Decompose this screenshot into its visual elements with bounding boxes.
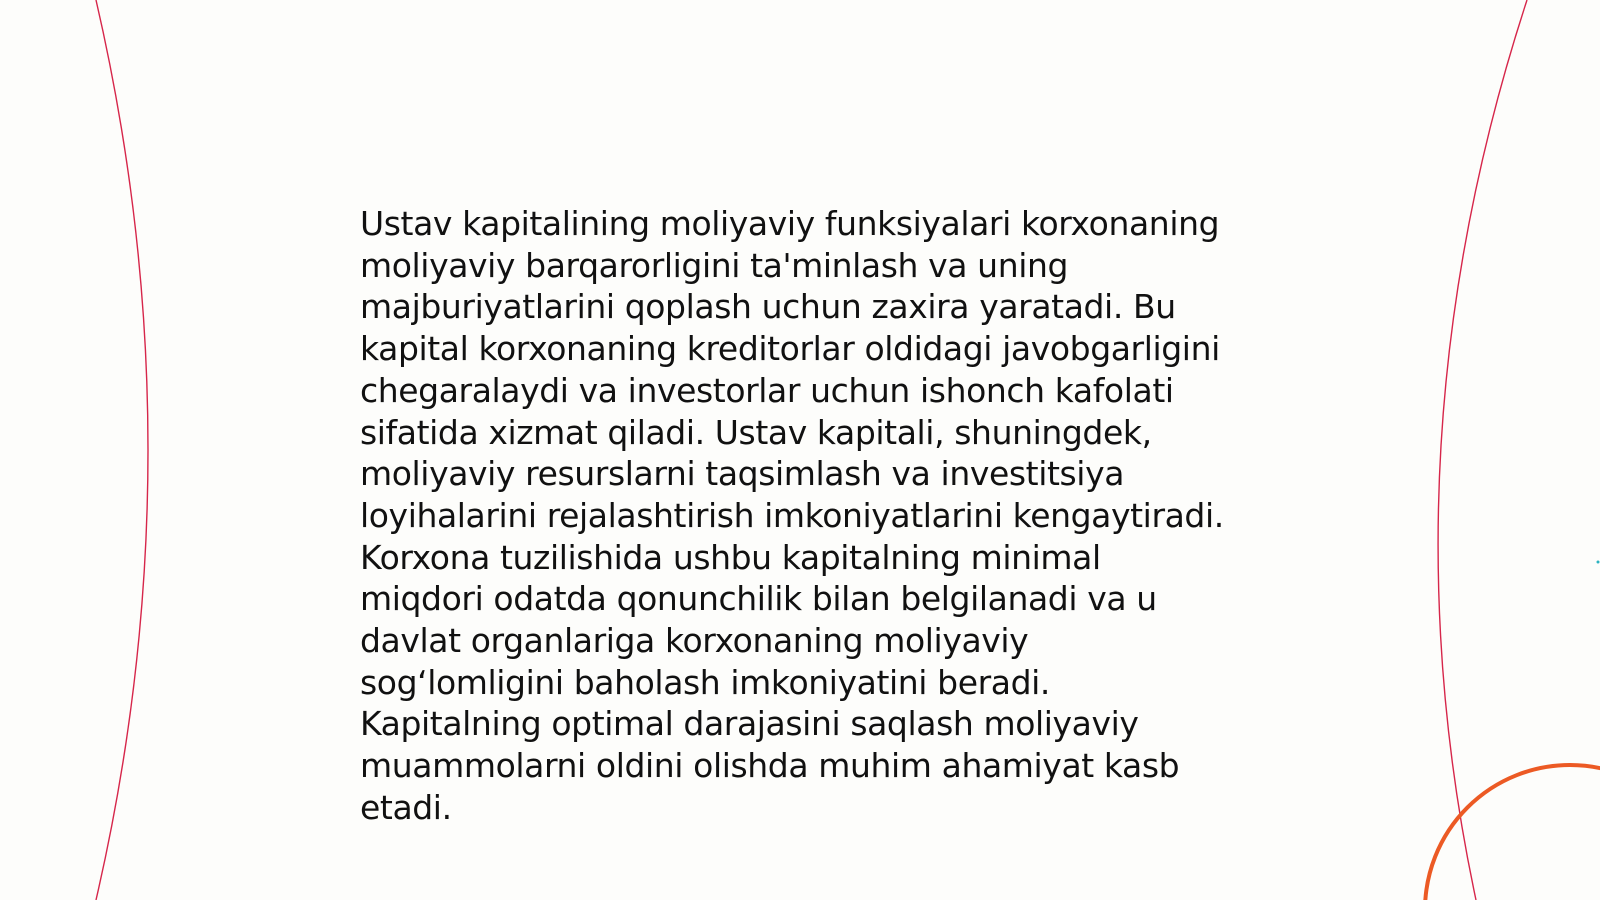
text-line: Korxona tuzilishida ushbu kapitalning minimal	[360, 537, 1101, 577]
text-line: moliyaviy barqarorligini ta'minlash va uning	[360, 245, 1069, 285]
right-curve-line	[1438, 0, 1527, 900]
orange-arc	[1425, 765, 1600, 900]
text-line: loyihalarini rejalashtirish imkoniyatlarini kengaytiradi.	[360, 495, 1224, 535]
text-line: Kapitalning optimal darajasini saqlash moliyaviy	[360, 704, 1139, 744]
text-line: moliyaviy resurslarni taqsimlash va investitsiya	[360, 454, 1125, 494]
text-line: etadi.	[360, 787, 452, 827]
text-line: kapital korxonaning kreditorlar oldidagi javobgarligini	[360, 329, 1220, 369]
text-line: Ustav kapitalining moliyaviy funksiyalari korxonaning	[360, 204, 1220, 243]
teal-dot	[1597, 561, 1600, 564]
text-line: sifatida xizmat qiladi. Ustav kapitali, shuningdek,	[360, 412, 1152, 452]
text-line: majburiyatlarini qoplash uchun zaxira yaratadi. Bu	[360, 287, 1176, 327]
text-line: miqdori odatda qonunchilik bilan belgilanadi va u	[360, 579, 1157, 619]
text-line: muammolarni oldini olishda muhim ahamiyat kasb	[360, 746, 1180, 786]
text-line: chegaralaydi va investorlar uchun ishonch kafolati	[360, 370, 1174, 410]
left-curve-line	[96, 0, 148, 900]
text-line: davlat organlariga korxonaning moliyaviy	[360, 621, 1029, 661]
text-line: sog‘lomligini baholash imkoniyatini beradi.	[360, 662, 1051, 702]
body-paragraph	[360, 203, 1260, 829]
